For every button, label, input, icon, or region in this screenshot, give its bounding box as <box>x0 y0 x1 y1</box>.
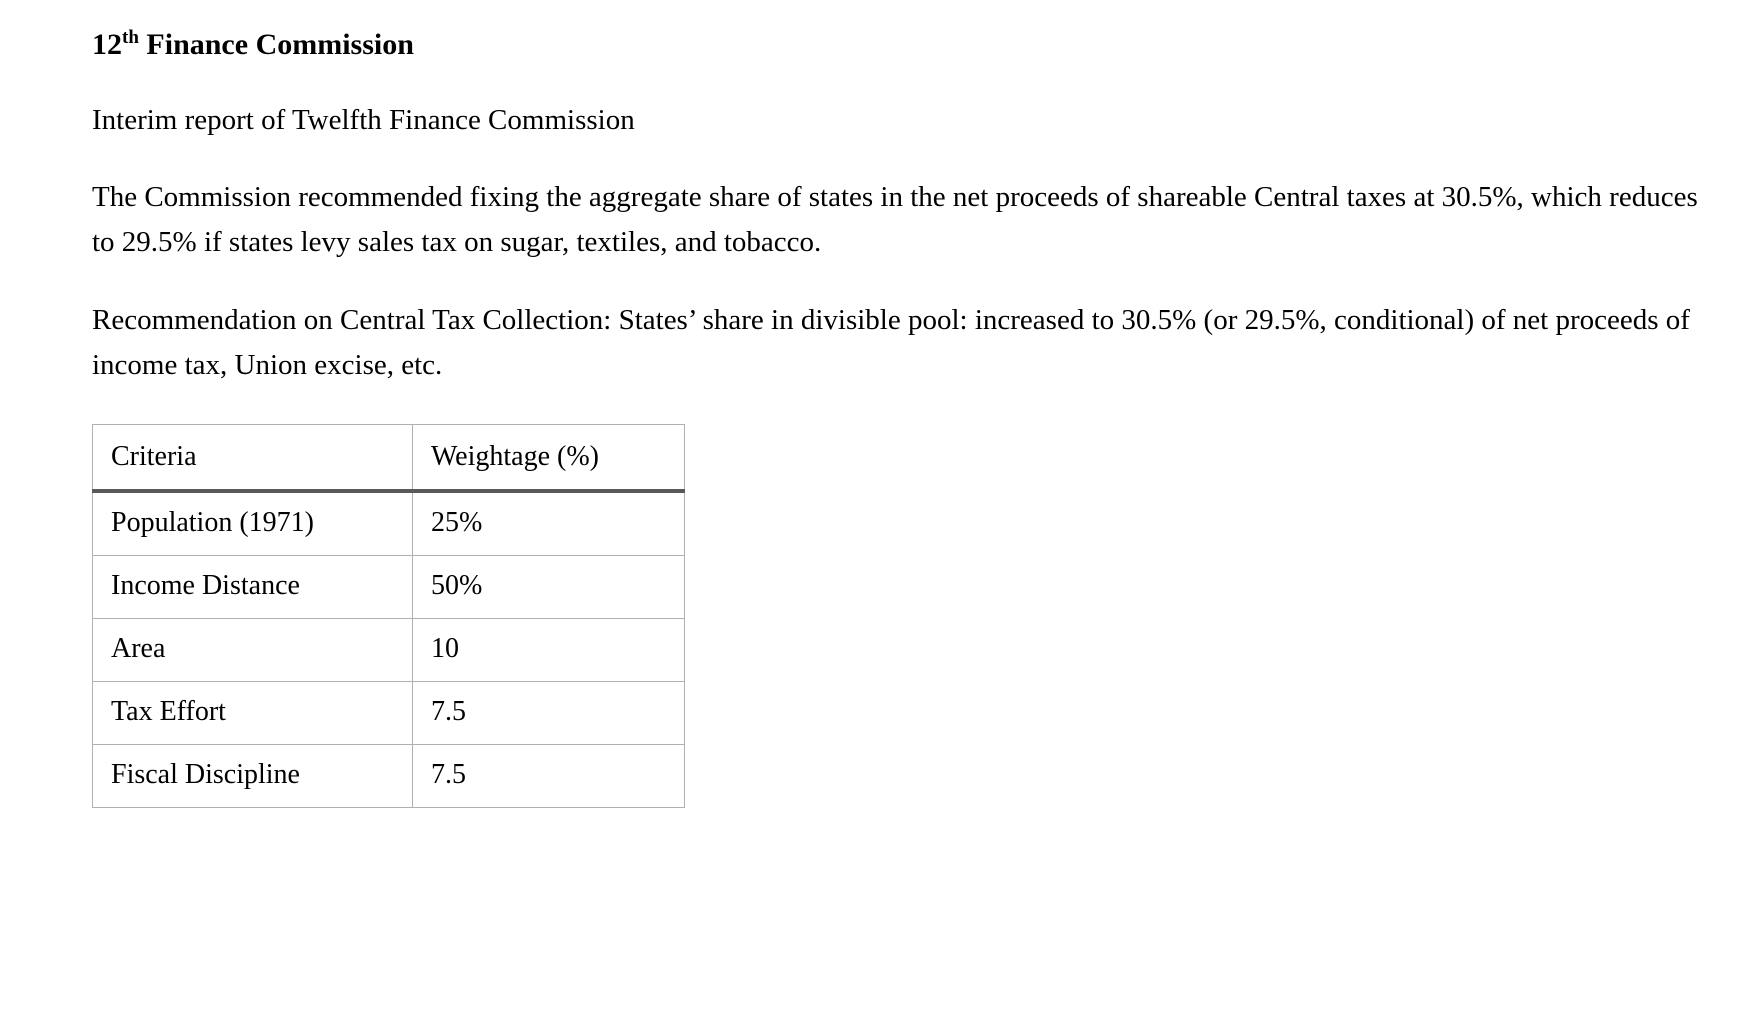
table-cell-weightage: 7.5 <box>413 744 685 807</box>
table-cell-criteria: Area <box>93 618 413 681</box>
table-header-weightage: Weightage (%) <box>413 425 685 491</box>
table-row <box>93 491 685 556</box>
page-title-ordinal: th <box>122 27 139 48</box>
page-title-text: Finance Commission <box>146 28 414 61</box>
table-row <box>93 555 685 618</box>
table-cell-weightage: 7.5 <box>413 681 685 744</box>
table-cell-criteria: Fiscal Discipline <box>93 744 413 807</box>
page-title-number: 12 <box>92 28 122 61</box>
criteria-weightage-table <box>92 424 685 808</box>
table-header-criteria: Criteria <box>93 425 413 491</box>
table-cell-criteria: Population (1971) <box>93 491 413 556</box>
table-cell-weightage: 25% <box>413 491 685 556</box>
paragraph-central-tax-collection: Recommendation on Central Tax Collection: States’ share in divisible pool: increased to 30.5% (or 29.5%, conditional) of net proceeds of income tax, Union excise, etc. <box>92 304 1690 382</box>
page-title <box>92 26 1700 64</box>
table-row <box>93 618 685 681</box>
table-row <box>93 744 685 807</box>
paragraph-aggregate-share: The Commission recommended fixing the aggregate share of states in the net proceeds of shareable Central taxes at 30.5%, which reduces to 29.5% if states levy sales tax on sugar, textiles, and tobacco. <box>92 181 1698 259</box>
table-cell-criteria: Income Distance <box>93 555 413 618</box>
table-header-row <box>93 425 685 491</box>
document-subtitle: Interim report of Twelfth Finance Commission <box>92 103 635 136</box>
table-cell-criteria: Tax Effort <box>93 681 413 744</box>
table-row <box>93 681 685 744</box>
table-cell-weightage: 50% <box>413 555 685 618</box>
table-cell-weightage: 10 <box>413 618 685 681</box>
